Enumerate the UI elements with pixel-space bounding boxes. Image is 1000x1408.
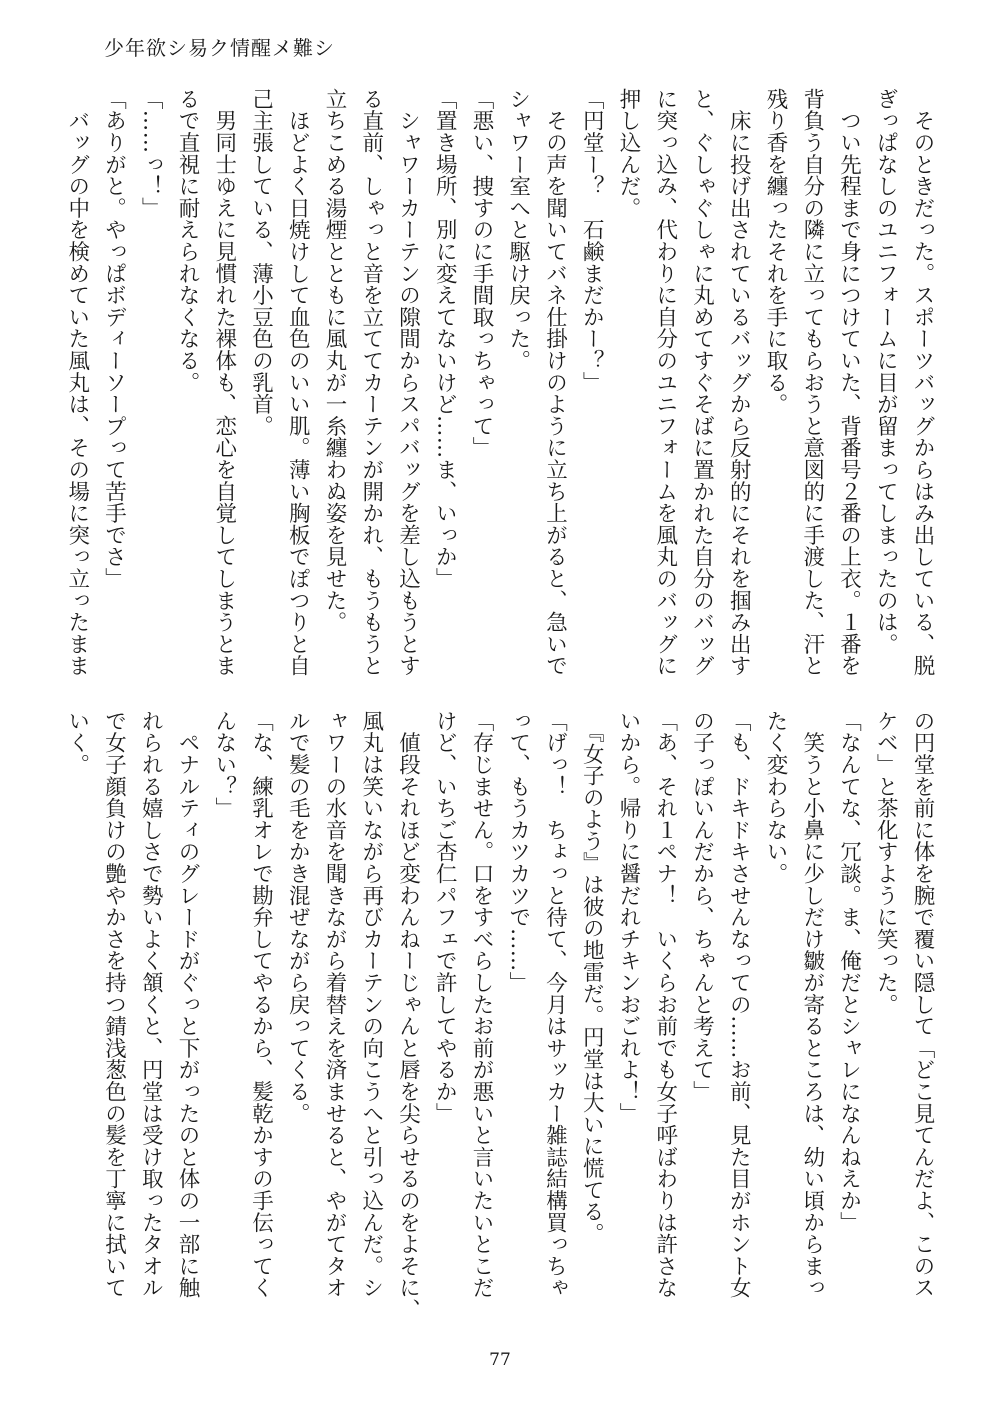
text-line: の子っぽいんだから、ちゃんと考えて」 [689, 710, 715, 1103]
text-line: ペナルティのグレードがぐっと下がったのと体の一部に触 [175, 710, 200, 1299]
text-line: つい先程まで身につけていた、背番号２番の上衣。１番を [836, 88, 862, 677]
text-line: 「置き場所、別に変えてないけど……ま、いっか」 [432, 88, 458, 590]
text-block-lower [64, 710, 940, 1321]
text-line: 「げっ！ ちょっと待て、今月はサッカー雑誌結構買っちゃ [542, 710, 568, 1299]
text-line: バッグの中を検めていた風丸は、その場に突っ立ったまま [64, 88, 90, 677]
text-line: ャワーの水音を聞きながら着替えを済ませると、やがてタオ [322, 710, 347, 1299]
text-line: シャワー室へと駆け戻った。 [505, 88, 531, 372]
text-line: 押し込んだ。 [616, 88, 641, 219]
text-line: 「……っ！」 [138, 88, 164, 219]
text-line: ぎっぱなしのユニフォームに目が留まってしまったのは。 [873, 88, 899, 655]
text-line: で女子顔負けの艶やかさを持つ錆浅葱色の髪を丁寧に拭いて [101, 710, 127, 1299]
text-line: 「ありがと。やっぱボディーソープって苦手でさ」 [101, 88, 127, 590]
text-line: いから。帰りに醤だれチキンおごれよ！」 [616, 710, 641, 1125]
text-line: ケベ」と茶化すように笑った。 [873, 710, 899, 1016]
text-line: ほどよく日焼けして血色のいい肌。薄い胸板でぽつりと自 [285, 88, 311, 677]
text-line: 「悪い、捜すのに手間取っちゃって」 [469, 88, 494, 459]
text-line: の円堂を前に体を腕で覆い隠して「どこ見てんだよ、このス [910, 710, 935, 1299]
text-line: 『女子のよう』は彼の地雷だ。円堂は大いに慌てる。 [579, 710, 605, 1245]
text-line: る直前、しゃっと音を立ててカーテンが開かれ、もうもうと [358, 88, 384, 677]
text-line: その声を聞いてバネ仕掛けのように立ち上がると、急いで [542, 88, 568, 677]
text-line: 風丸は笑いながら再びカーテンの向こうへと引っ込んだ。シ [358, 710, 384, 1299]
text-line: 「存じません。口をすべらしたお前が悪いと言いたいとこだ [469, 710, 494, 1299]
text-line: 「円堂ー？ 石鹸まだかー？」 [579, 88, 605, 394]
text-line: 立ちこめる湯煙とともに風丸が一糸纏わぬ姿を見せた。 [322, 88, 347, 633]
text-line: そのときだった。スポーツバッグからはみ出している、脱 [910, 88, 935, 677]
text-line: 床に投げ出されているバッグから反射的にそれを掴み出す [726, 88, 752, 677]
text-line: 残り香を纏ったそれを手に取る。 [763, 88, 788, 415]
text-line: 「あ、それ１ペナ！ いくらお前でも女子呼ばわりは許さな [652, 710, 678, 1299]
text-line: 「も、ドキドキさせんなっての……お前、見た目がホント女 [726, 710, 752, 1299]
text-line: と、ぐしゃぐしゃに丸めてすぐそばに置かれた自分のバッグ [689, 88, 715, 677]
text-line: ルで髪の毛をかき混ぜながら戻ってくる。 [285, 710, 311, 1125]
text-line: 「な、練乳オレで勘弁してやるから、髪乾かすの手伝ってく [248, 710, 274, 1299]
text-line: シャワーカーテンの隙間からスパバッグを差し込もうとす [395, 88, 421, 677]
text-block-upper [64, 88, 940, 688]
page-number: 77 [489, 1350, 511, 1370]
text-line: に突っ込み、代わりに自分のユニフォームを風丸のバッグに [652, 88, 678, 677]
running-title: 少年欲シ易ク情醒メ難シ [104, 36, 335, 60]
text-line: 値段それほど変わんねーじゃんと唇を尖らせるのをよそに、 [395, 710, 421, 1321]
text-line: 背負う自分の隣に立ってもらおうと意図的に手渡した、汗と [799, 88, 825, 677]
text-line: たく変わらない。 [763, 710, 788, 885]
text-line: 己主張している、薄小豆色の乳首。 [248, 88, 274, 437]
text-line: いく。 [64, 710, 90, 776]
text-line: けど、いちご杏仁パフェで許してやるか」 [432, 710, 458, 1125]
text-line: 男同士ゆえに見慣れた裸体も、恋心を自覚してしまうとま [211, 88, 237, 677]
text-line: 笑うと小鼻に少しだけ皺が寄るところは、幼い頃からまっ [799, 710, 825, 1299]
text-line: るで直視に耐えられなくなる。 [175, 88, 200, 394]
text-line: れられる嬉しさで勢いよく頷くと、円堂は受け取ったタオル [138, 710, 164, 1299]
text-line: って、もうカツカツで……」 [505, 710, 531, 994]
text-line: んない？」 [211, 710, 237, 819]
text-line: 「なんてな、冗談。ま、俺だとシャレになんねえか」 [836, 710, 862, 1234]
